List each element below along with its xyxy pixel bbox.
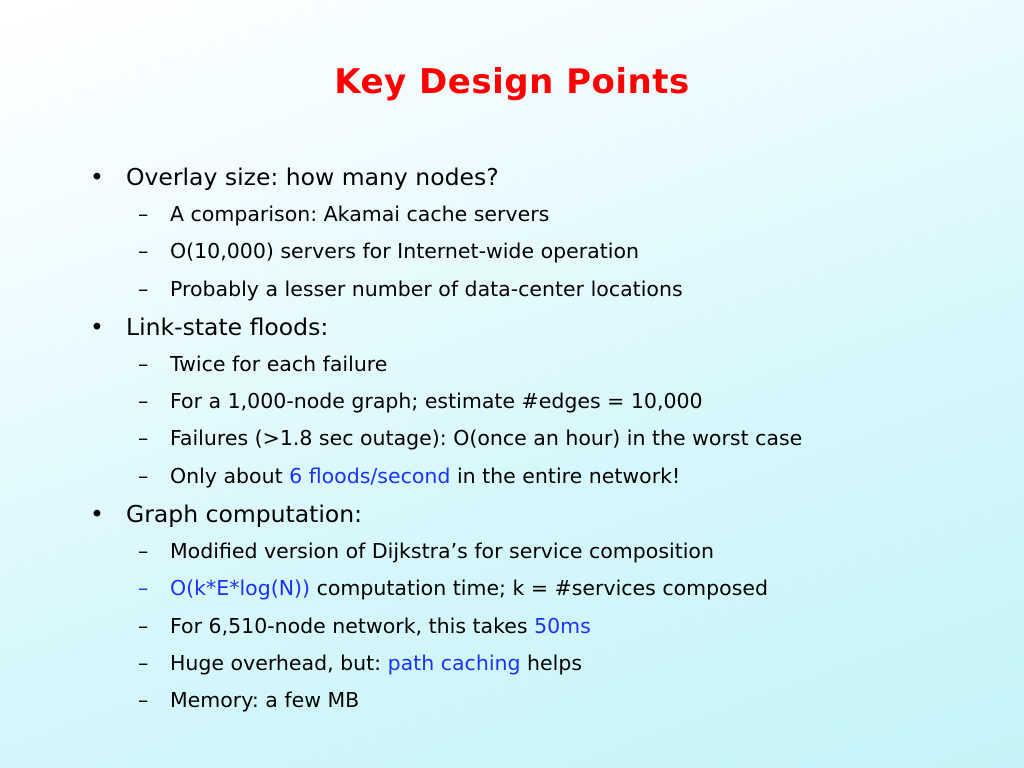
sub-item-text: Probably a lesser number of data-center locations [170, 276, 683, 301]
sub-list [90, 346, 990, 495]
bullet-text: Link-state floods: [126, 312, 329, 341]
highlight-text: 50ms [534, 613, 591, 638]
sub-item-text: A comparison: Akamai cache servers [170, 202, 550, 226]
sub-item [90, 383, 990, 420]
dash-mark: – [138, 351, 149, 376]
bullet-link-state-floods [90, 308, 990, 346]
dash-mark: – [138, 463, 149, 488]
dash-mark: – [138, 613, 149, 638]
text-after: helps [520, 650, 583, 675]
text-before: Only about [170, 463, 290, 488]
sub-item-text: For a 1,000-node graph; estimate #edges = 10,000 [170, 389, 703, 414]
bullet-overlay-size [90, 158, 990, 196]
dash-mark: – [138, 202, 149, 226]
highlight-text: 6 floods/second [289, 463, 451, 488]
sub-item-text: Memory: a few MB [170, 688, 360, 713]
dash-mark: – [138, 650, 149, 675]
dash-mark: – [138, 389, 149, 414]
dash-mark: – [138, 276, 149, 301]
dash-mark: – [138, 426, 149, 451]
sub-list [90, 196, 990, 308]
sub-item [90, 346, 990, 383]
text-before: For 6,510-node network, this takes [170, 613, 535, 638]
sub-item-text: Twice for each failure [170, 351, 388, 376]
text-before: Huge overhead, but: [170, 650, 388, 675]
highlight-text: path caching [387, 650, 521, 675]
text-after: in the entire network! [450, 463, 681, 488]
sub-item-text [170, 464, 680, 488]
sub-item-text [170, 576, 768, 600]
sub-item [90, 533, 990, 570]
sub-item-network [90, 608, 990, 645]
bullet-mark: • [90, 312, 104, 341]
dash-mark: – [138, 576, 149, 601]
dash-mark: – [138, 688, 149, 713]
bullet-text: Overlay size: how many nodes? [126, 163, 499, 191]
sub-item-text: Failures (>1.8 sec outage): O(once an hour) in the worst case [170, 426, 803, 451]
dash-mark: – [138, 539, 149, 564]
sub-item [90, 196, 990, 233]
sub-item-text: O(10,000) servers for Internet-wide operation [170, 239, 639, 264]
bullet-mark: • [90, 500, 104, 529]
sub-list [90, 533, 990, 719]
sub-item-text [170, 651, 582, 675]
sub-item [90, 233, 990, 270]
slide-title: Key Design Points [334, 62, 690, 102]
text-after: computation time; k = #services composed [310, 576, 769, 601]
sub-item-text: Modified version of Dijkstra’s for service composition [170, 539, 714, 564]
sub-item-text [170, 614, 591, 638]
bullet-mark: • [90, 163, 104, 191]
dash-mark: – [138, 239, 149, 264]
highlight-text: O(k*E*log(N)) [170, 576, 311, 601]
sub-item [90, 682, 990, 719]
bullet-text: Graph computation: [126, 500, 363, 529]
sub-item-floods [90, 458, 990, 495]
slide-content [90, 158, 990, 720]
bullet-graph-computation [90, 495, 990, 533]
sub-item [90, 271, 990, 308]
sub-item-complexity [90, 570, 990, 607]
sub-item [90, 420, 990, 457]
sub-item-overhead [90, 645, 990, 682]
